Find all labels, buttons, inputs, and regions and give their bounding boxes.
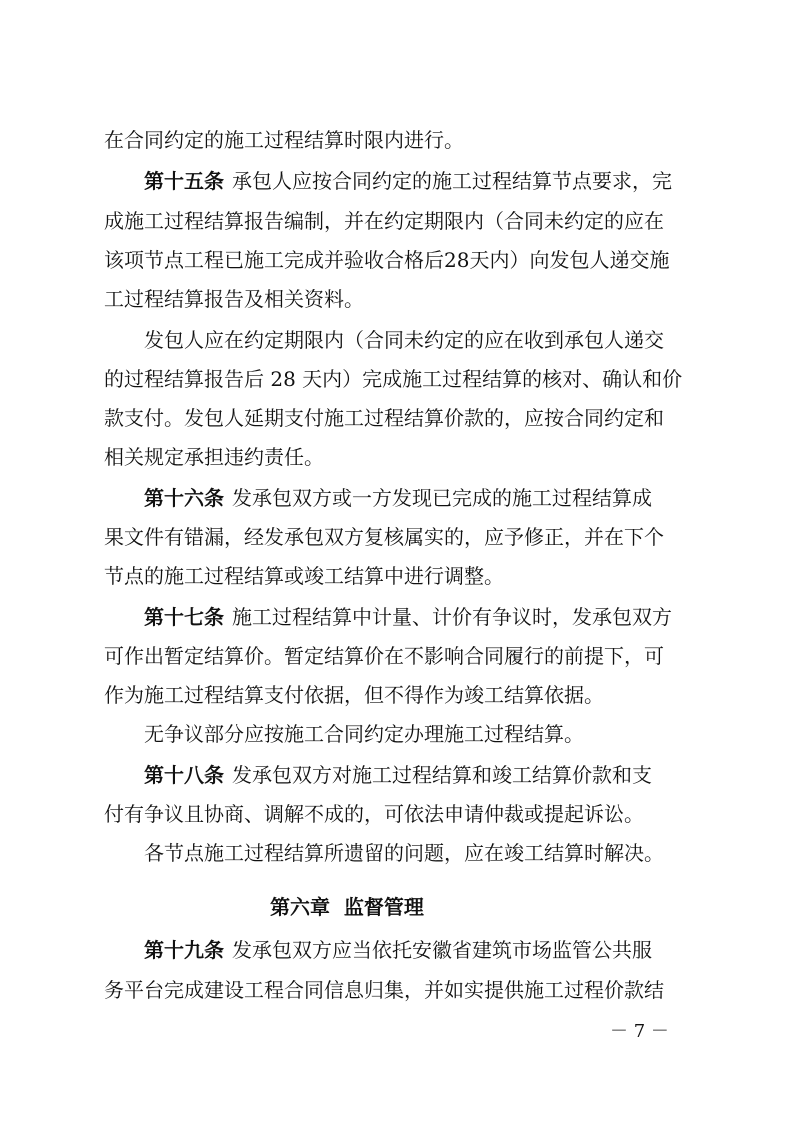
paragraph-line — [0, 126, 793, 154]
article-number: 第十五条 — [144, 169, 224, 193]
line-text: 发包人应在约定期限内（合同未约定的应在收到承包人递交 — [144, 328, 664, 352]
article-number: 第十九条 — [144, 938, 224, 962]
article-19-heading-line — [0, 936, 793, 964]
paragraph-line — [0, 285, 793, 313]
paragraph-line — [0, 976, 793, 1004]
paragraph-line — [0, 365, 793, 393]
article-18-heading-line — [0, 761, 793, 789]
chapter-heading-line — [0, 893, 793, 921]
chapter-heading: 第六章 监督管理 — [270, 895, 424, 919]
article-16-heading-line — [0, 484, 793, 512]
paragraph-line — [0, 207, 793, 235]
line-text: 节点的施工过程结算或竣工结算中进行调整。 — [104, 564, 504, 588]
article-15-heading-line — [0, 167, 793, 195]
article-17-heading-line — [0, 603, 793, 631]
paragraph-line — [0, 443, 793, 471]
article-number: 第十八条 — [144, 763, 224, 787]
paragraph-line — [0, 562, 793, 590]
line-text: 果文件有错漏，经发承包双方复核属实的，应予修正，并在下个 — [104, 525, 664, 549]
line-text: 施工过程结算中计量、计价有争议时，发承包双方 — [232, 605, 672, 629]
article-number: 第十七条 — [144, 605, 224, 629]
line-text: 务平台完成建设工程合同信息归集，并如实提供施工过程价款结 — [104, 978, 664, 1002]
line-text: 各节点施工过程结算所遗留的问题，应在竣工结算时解决。 — [144, 841, 664, 865]
paragraph-line — [0, 800, 793, 828]
paragraph-line — [0, 720, 793, 748]
paragraph-line — [0, 246, 793, 274]
line-text: 款支付。发包人延期支付施工过程结算价款的，应按合同约定和 — [104, 406, 664, 430]
line-text: 该项节点工程已施工完成并验收合格后28天内）向发包人递交施 — [104, 248, 670, 272]
page-number: － 7 － — [610, 1021, 669, 1042]
paragraph-line — [0, 404, 793, 432]
paragraph-line — [0, 326, 793, 354]
paragraph-line — [0, 523, 793, 551]
line-text: 发承包双方对施工过程结算和竣工结算价款和支 — [232, 763, 652, 787]
line-text: 发承包双方应当依托安徽省建筑市场监管公共服 — [232, 938, 652, 962]
line-text: 成施工过程结算报告编制，并在约定期限内（合同未约定的应在 — [104, 209, 664, 233]
line-text: 承包人应按合同约定的施工过程结算节点要求，完 — [232, 169, 672, 193]
line-text: 作为施工过程结算支付依据，但不得作为竣工结算依据。 — [104, 683, 604, 707]
paragraph-line — [0, 681, 793, 709]
line-text: 无争议部分应按施工合同约定办理施工过程结算。 — [144, 722, 584, 746]
paragraph-line — [0, 839, 793, 867]
line-text: 的过程结算报告后 28 天内）完成施工过程结算的核对、确认和价 — [104, 367, 683, 391]
line-text: 发承包双方或一方发现已完成的施工过程结算成 — [232, 486, 652, 510]
article-number: 第十六条 — [144, 486, 224, 510]
line-text: 可作出暂定结算价。暂定结算价在不影响合同履行的前提下，可 — [104, 644, 664, 668]
line-text: 相关规定承担违约责任。 — [104, 445, 324, 469]
paragraph-line — [0, 642, 793, 670]
line-text: 工过程结算报告及相关资料。 — [104, 287, 364, 311]
line-text: 付有争议且协商、调解不成的，可依法申请仲裁或提起诉讼。 — [104, 802, 644, 826]
line-text: 在合同约定的施工过程结算时限内进行。 — [104, 128, 464, 152]
